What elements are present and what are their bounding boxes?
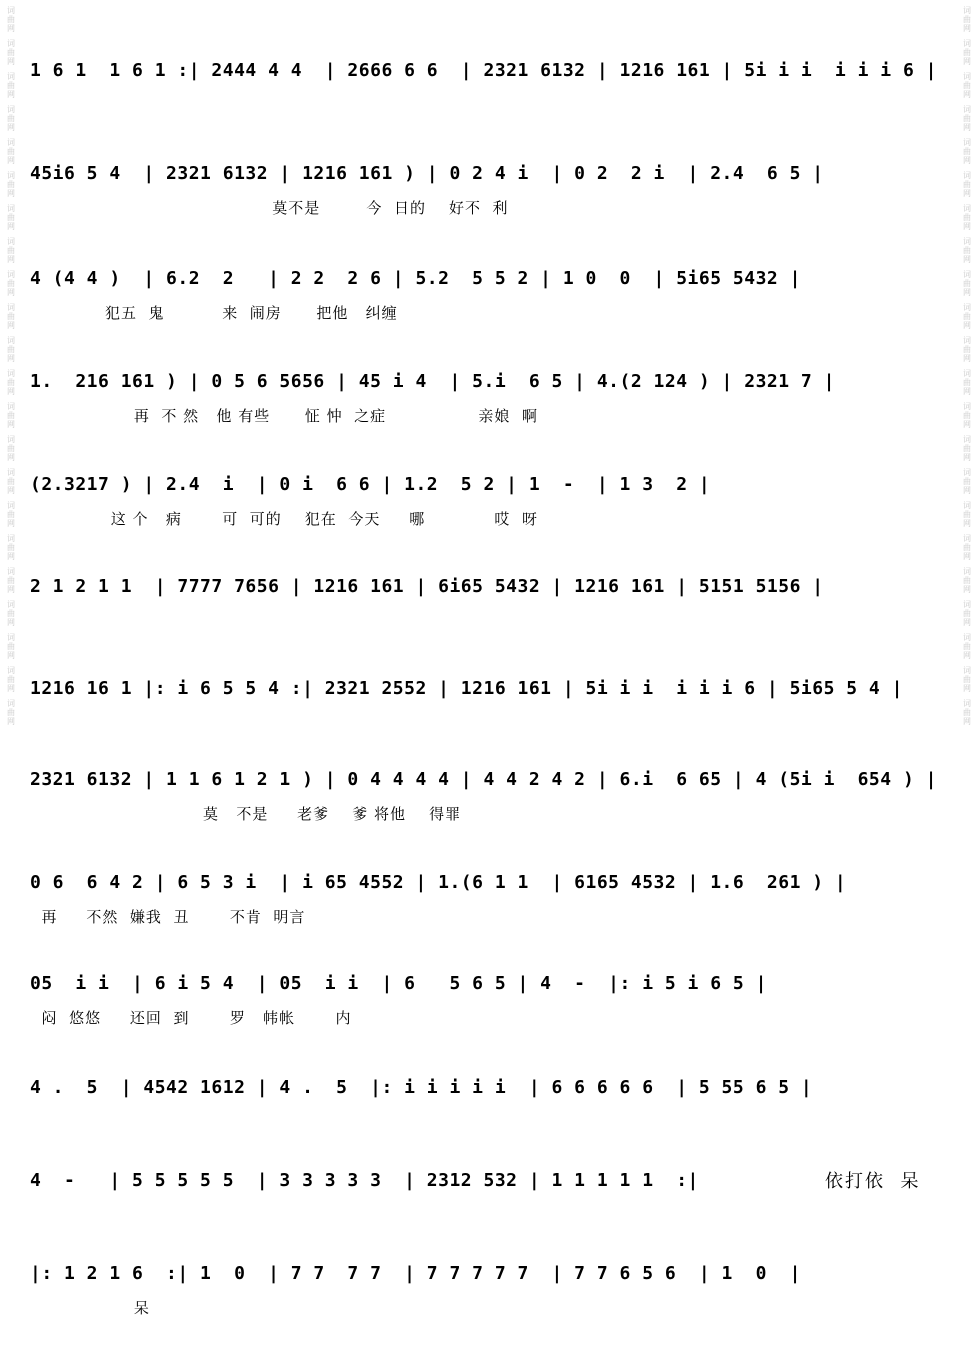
lyrics-line: 呆 <box>30 1299 150 1317</box>
score-row-12 <box>30 1170 950 1250</box>
watermark-text: 词 曲 网 <box>963 534 971 561</box>
watermark-text: 词 曲 网 <box>7 72 15 99</box>
watermark-text: 词 曲 网 <box>7 303 15 330</box>
watermark-text: 词 曲 网 <box>963 435 971 462</box>
score-row-4 <box>30 371 950 451</box>
score-row-2 <box>30 163 950 243</box>
music-score <box>30 0 950 1350</box>
notation-line: 1216 16 1 |: i 6 5 5 4 :| 2321 2552 | 1216 161 | 5i i i i i i 6 | 5i65 5 4 | <box>30 678 903 699</box>
lyrics-line: 犯五 鬼 来 闹房 把他 纠缠 <box>30 304 398 322</box>
watermark-text: 词 曲 网 <box>963 501 971 528</box>
watermark-text: 词 曲 网 <box>963 6 971 33</box>
lyrics-line: 闷 悠悠 还回 到 罗 帏帐 内 <box>30 1009 352 1027</box>
watermark-text: 词 曲 网 <box>963 138 971 165</box>
notation-line: 2 1 2 1 1 | 7777 7656 | 1216 161 | 6i65 5432 | 1216 161 | 5151 5156 | <box>30 576 824 597</box>
watermark-text: 词 曲 网 <box>7 369 15 396</box>
lyrics-line: 莫不是 今 日的 好不 利 <box>30 199 509 217</box>
score-row-3 <box>30 268 950 348</box>
watermark-text: 词 曲 网 <box>7 270 15 297</box>
watermark-text: 词 曲 网 <box>7 237 15 264</box>
watermark-text: 词 曲 网 <box>963 105 971 132</box>
watermark-text: 词 曲 网 <box>7 567 15 594</box>
lyrics-line: 这 个 病 可 可的 犯在 今天 哪 哎 呀 <box>30 510 538 528</box>
watermark-text: 词 曲 网 <box>7 39 15 66</box>
notation-line: 4 . 5 | 4542 1612 | 4 . 5 |: i i i i i | 6 6 6 6 6 | 5 55 6 5 | <box>30 1077 813 1098</box>
watermark-text: 词 曲 网 <box>7 171 15 198</box>
watermark-text: 词 曲 网 <box>7 105 15 132</box>
lyrics-line: 莫 不是 老爹 爹 将他 得罪 <box>30 805 462 823</box>
notation-line: 2321 6132 | 1 1 6 1 2 1 ) | 0 4 4 4 4 | 4 4 2 4 2 | 6.i 6 65 | 4 (5i i 654 ) | <box>30 769 937 790</box>
watermark-text: 词 曲 网 <box>963 699 971 726</box>
watermark-text: 词 曲 网 <box>963 171 971 198</box>
watermark-text: 词 曲 网 <box>963 666 971 693</box>
watermark-text: 词 曲 网 <box>963 633 971 660</box>
notation-line: 4 (4 4 ) | 6.2 2 | 2 2 2 6 | 5.2 5 5 2 | 1 0 0 | 5i65 5432 | <box>30 268 801 289</box>
watermark-text: 词 曲 网 <box>7 534 15 561</box>
watermark-text: 词 曲 网 <box>7 501 15 528</box>
score-row-8 <box>30 769 950 849</box>
score-row-1 <box>30 60 950 140</box>
lyrics-line: 再 不然 嫌我 丑 不肯 明言 <box>30 908 306 926</box>
watermark-text: 词 曲 网 <box>963 270 971 297</box>
notation-line: 0 6 6 4 2 | 6 5 3 i | i 65 4552 | 1.(6 1 1 | 6165 4532 | 1.6 261 ) | <box>30 872 847 893</box>
watermark-text: 词 曲 网 <box>963 204 971 231</box>
end-lyric: 依打依 呆 <box>825 1171 921 1192</box>
watermark-left <box>2 0 20 1350</box>
watermark-text: 词 曲 网 <box>7 204 15 231</box>
notation-line: |: 1 2 1 6 :| 1 0 | 7 7 7 7 | 7 7 7 7 7 | 7 7 6 5 6 | 1 0 | <box>30 1263 801 1284</box>
watermark-right <box>958 0 976 1350</box>
watermark-text: 词 曲 网 <box>963 303 971 330</box>
notation-line: 1 6 1 1 6 1 :| 2444 4 4 | 2666 6 6 | 2321 6132 | 1216 161 | 5i i i i i i 6 | <box>30 60 937 81</box>
watermark-text: 词 曲 网 <box>7 633 15 660</box>
score-row-11 <box>30 1077 950 1157</box>
watermark-text: 词 曲 网 <box>7 336 15 363</box>
score-row-7 <box>30 678 950 758</box>
notation-line: 05 i i | 6 i 5 4 | 05 i i | 6 5 6 5 | 4 - |: i 5 i 6 5 | <box>30 973 767 994</box>
notation-line: 45i6 5 4 | 2321 6132 | 1216 161 ) | 0 2 4 i | 0 2 2 i | 2.4 6 5 | <box>30 163 824 184</box>
watermark-text: 词 曲 网 <box>963 336 971 363</box>
watermark-text: 词 曲 网 <box>7 699 15 726</box>
notation-line: 4 - | 5 5 5 5 5 | 3 3 3 3 3 | 2312 532 | 1 1 1 1 1 :| <box>30 1170 699 1191</box>
score-row-5 <box>30 474 950 554</box>
watermark-text: 词 曲 网 <box>7 138 15 165</box>
watermark-text: 词 曲 网 <box>7 666 15 693</box>
lyrics-line: 再 不 然 他 有些 怔 忡 之症 亲娘 啊 <box>30 407 538 425</box>
watermark-text: 词 曲 网 <box>7 402 15 429</box>
score-row-13 <box>30 1263 950 1343</box>
watermark-text: 词 曲 网 <box>7 468 15 495</box>
watermark-text: 词 曲 网 <box>963 237 971 264</box>
score-row-9 <box>30 872 950 952</box>
watermark-text: 词 曲 网 <box>963 468 971 495</box>
score-row-6 <box>30 576 950 656</box>
watermark-text: 词 曲 网 <box>963 402 971 429</box>
watermark-text: 词 曲 网 <box>963 567 971 594</box>
watermark-text: 词 曲 网 <box>963 72 971 99</box>
watermark-text: 词 曲 网 <box>963 39 971 66</box>
score-row-10 <box>30 973 950 1053</box>
watermark-text: 词 曲 网 <box>7 435 15 462</box>
watermark-text: 词 曲 网 <box>7 600 15 627</box>
notation-line: 1. 216 161 ) | 0 5 6 5656 | 45 i 4 | 5.i 6 5 | 4.(2 124 ) | 2321 7 | <box>30 371 835 392</box>
notation-line: (2.3217 ) | 2.4 i | 0 i 6 6 | 1.2 5 2 | 1 - | 1 3 2 | <box>30 474 711 495</box>
watermark-text: 词 曲 网 <box>963 600 971 627</box>
watermark-text: 词 曲 网 <box>7 6 15 33</box>
watermark-text: 词 曲 网 <box>963 369 971 396</box>
